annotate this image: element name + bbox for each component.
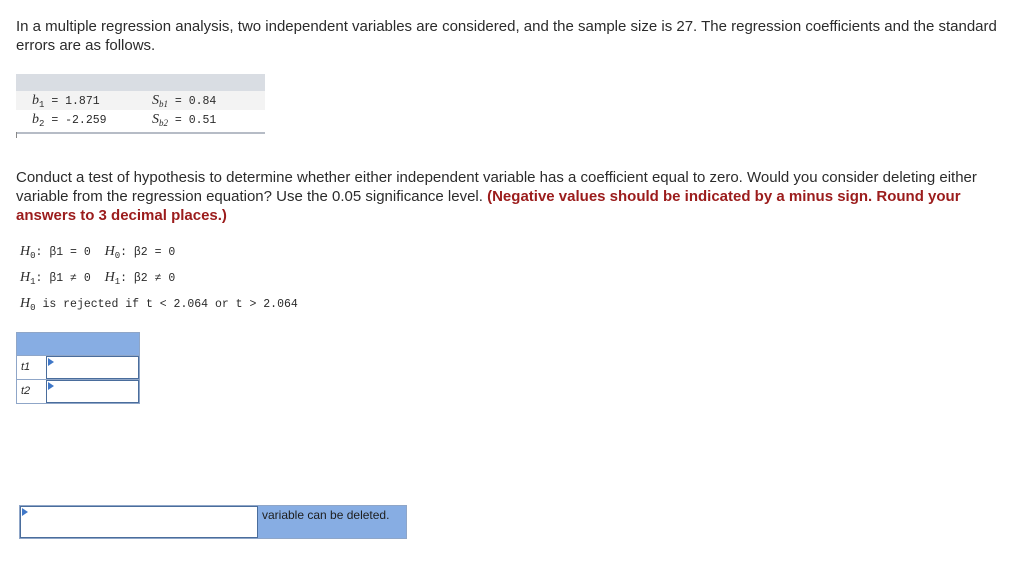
input-marker-icon [48, 382, 54, 390]
t1-row [17, 355, 139, 379]
rejection-rule: $H_0$ is rejected if t < 2.064 or t > 2.064 [20, 296, 298, 313]
question-emphasis: (Negative values should be indicated by a minus sign. Round your answers to 3 decimal places.) [16, 188, 961, 224]
null-hypotheses: $H_0$: β1 = 0 $H_0$: β2 = 0 [20, 244, 176, 261]
question-main: Conduct a test of hypothesis to determine whether either independent variable has a coefficient equal to zero. Would you consider deleting either variable from the regression equation? Use the 0.05 significance level. [16, 169, 977, 205]
conclusion-suffix: variable can be deleted. [258, 506, 406, 538]
t2-input[interactable] [46, 380, 139, 403]
hypotheses-block [20, 241, 298, 319]
test-statistic-table-header [17, 333, 139, 355]
coefficient-row-1 [16, 91, 265, 110]
t2-label: t2 [17, 380, 46, 403]
dropdown-marker-icon [22, 508, 28, 516]
alternative-hypotheses: $H_1$: β1 ≠ 0 $H_1$: β2 ≠ 0 [20, 270, 176, 287]
t1-label: t1 [17, 356, 46, 379]
problem-intro: In a multiple regression analysis, two independent variables are considered, and the sample size is 27. The regression coefficients and the standard errors are as follows. [16, 18, 997, 54]
coefficients-table [16, 74, 265, 138]
variable-select[interactable] [20, 506, 258, 538]
t1-input[interactable] [46, 356, 139, 379]
sb1-cell: $S_{b1} = 0.84$ [152, 93, 217, 109]
coefficients-table-footer [16, 132, 265, 138]
input-marker-icon [48, 358, 54, 366]
test-statistic-table [16, 332, 140, 404]
coefficients-table-header [16, 74, 265, 91]
conclusion-row [19, 505, 407, 539]
t2-row [17, 379, 139, 403]
coefficient-row-2 [16, 110, 265, 129]
b2-cell: $b_2 = -2.259$ [32, 112, 107, 129]
question-text [16, 168, 1006, 225]
sb2-cell: $S_{b2} = 0.51$ [152, 112, 217, 128]
b1-cell: $b_1 = 1.871$ [32, 93, 100, 110]
